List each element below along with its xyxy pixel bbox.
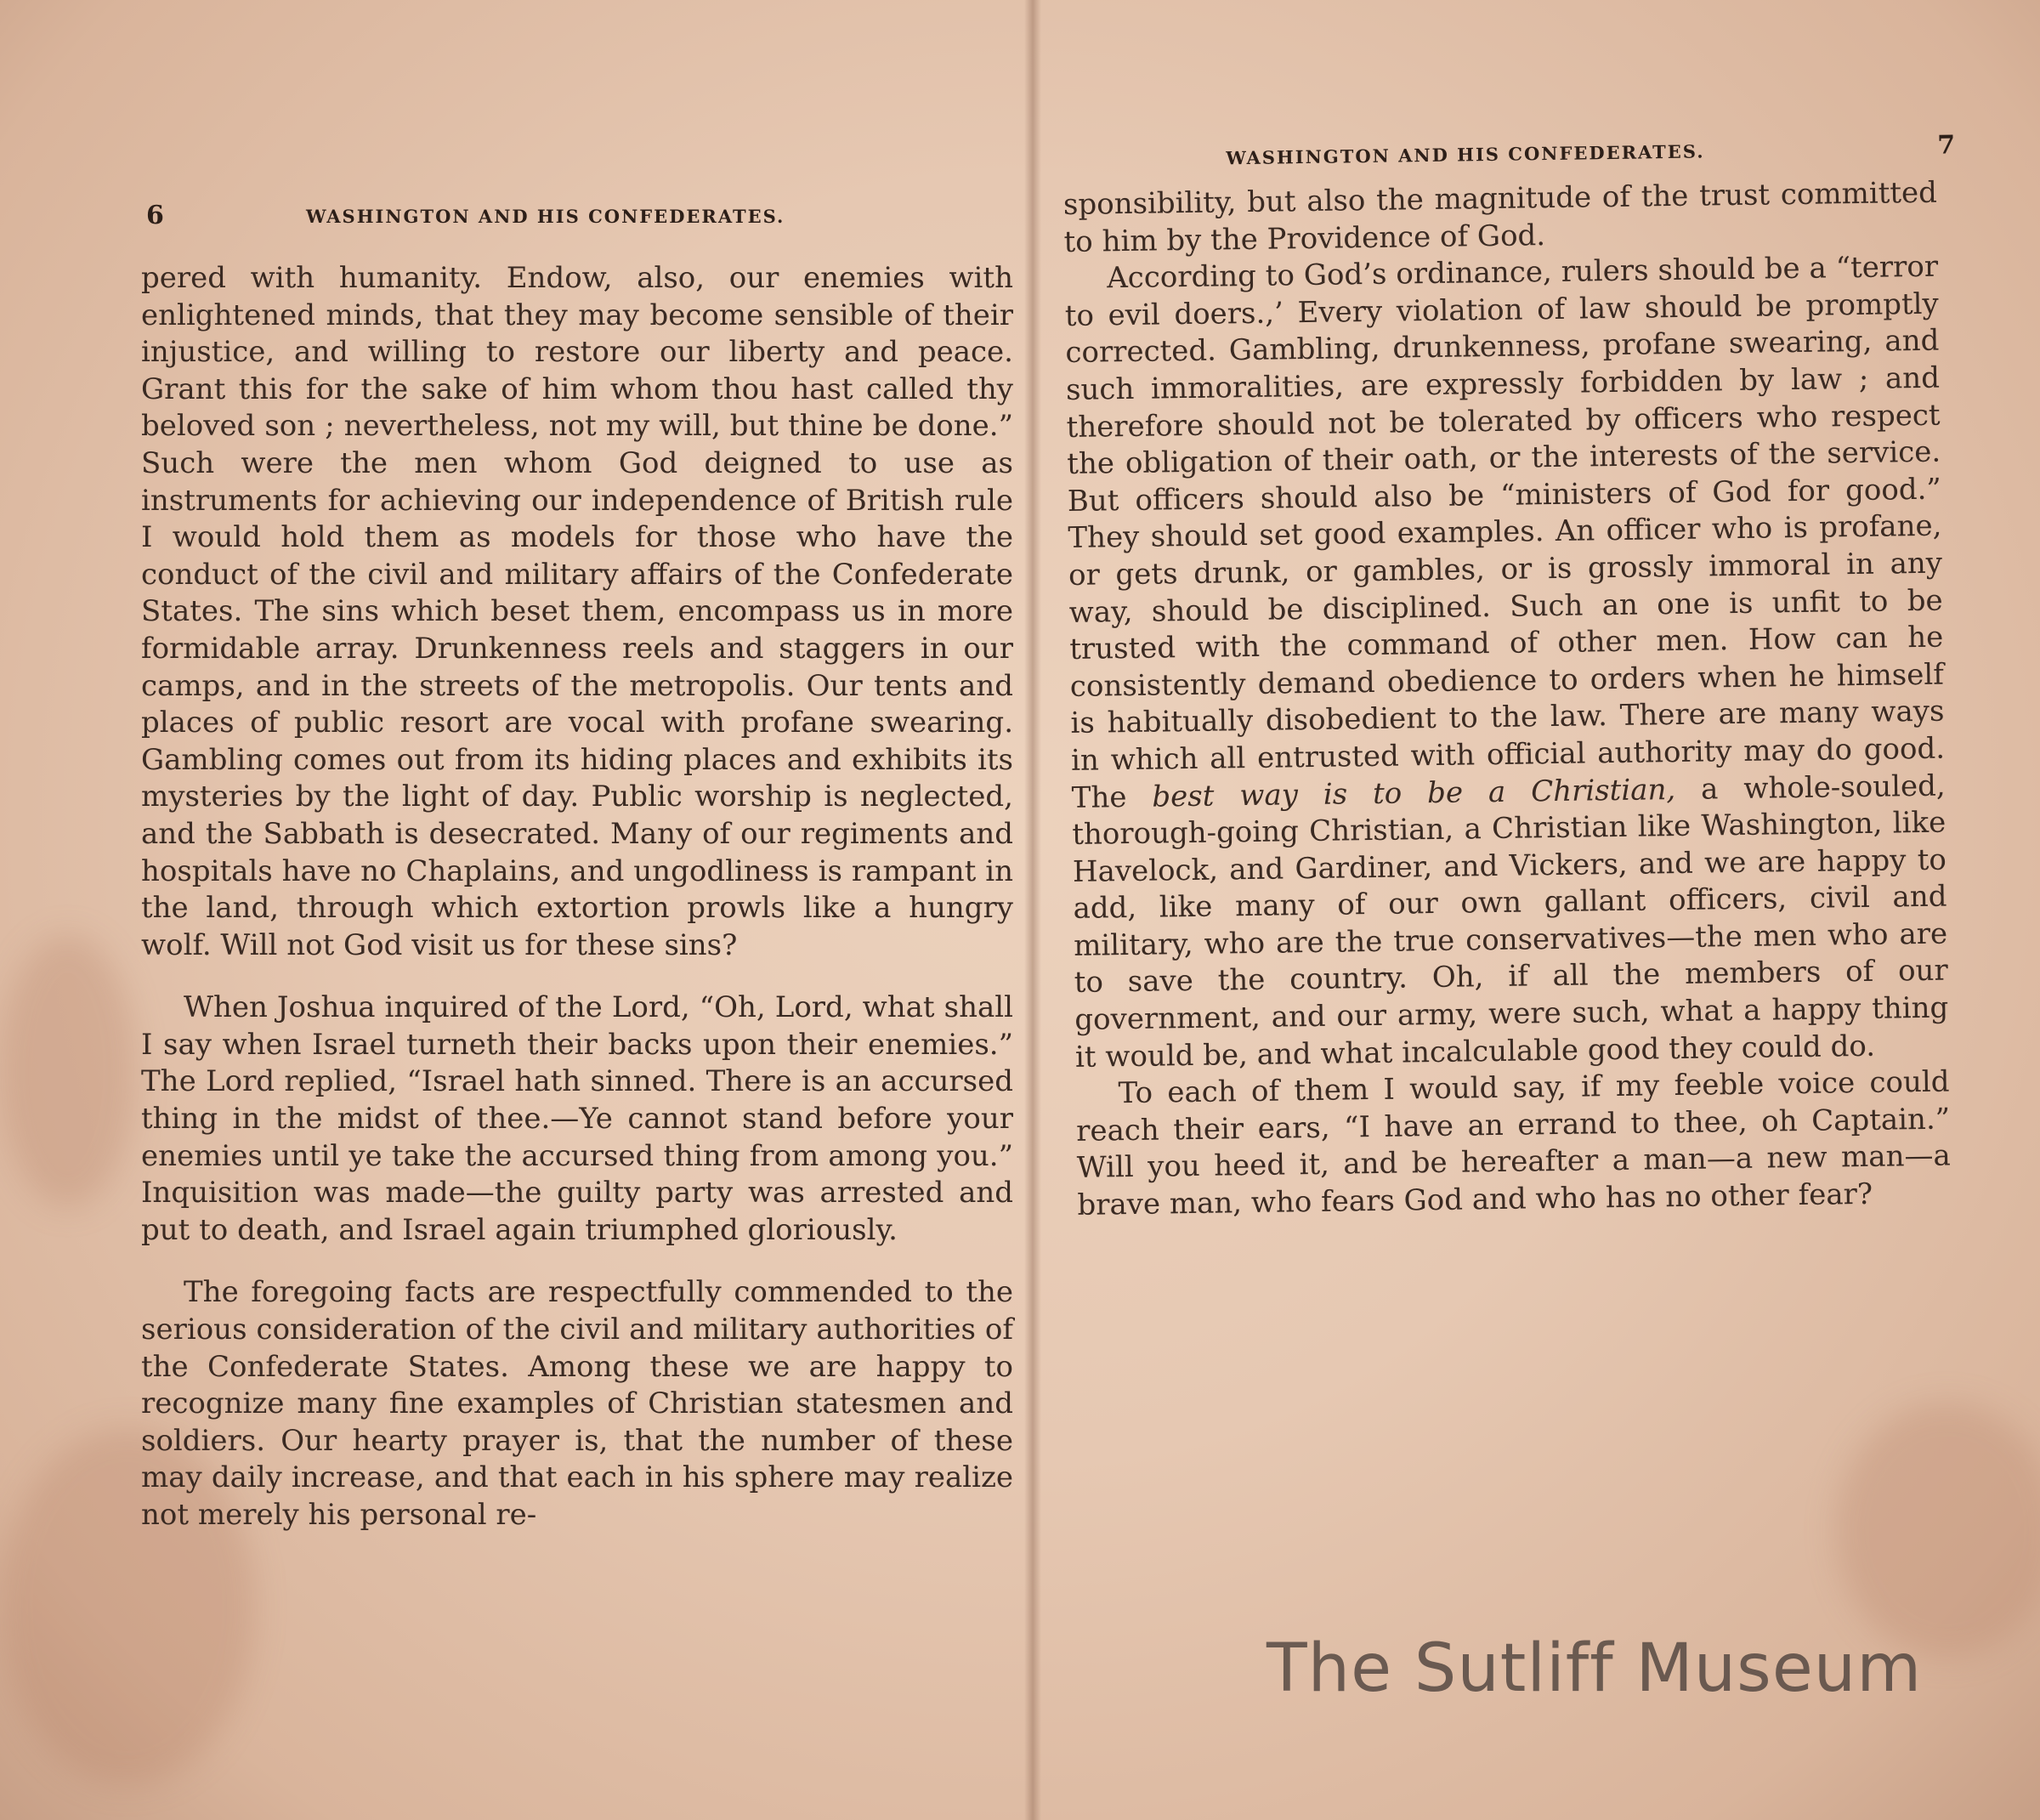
watermark: The Sutliff Museum (1266, 1630, 1923, 1707)
running-head: WASHINGTON AND HIS CONFEDERATES. (306, 206, 785, 227)
paragraph (1064, 249, 1949, 1076)
paragraph: pered with humanity. Endow, also, our enemies with enlightened minds, that they may become sensible of their injustice, and willing to restore our liberty and peace. Grant this for the sake of him whom thou hast called thy beloved son ; nevertheless, not my will, but thine be done.” Such were the men whom God deigned to use as instruments for achieving our independence of British rule I would hold them as models for those who have the conduct of the civil and military affairs of the Confederate States. The sins which beset them, encompass us in more formidable array. Drunkenness reels and staggers in our camps, and in the streets of the metropolis. Our tents and places of public resort are vocal with profane swearing. Gambling comes out from its hiding places and exhibits its mysteries by the light of day. Public worship is neglected, and the Sabbath is desecrated. Many of our regiments and hospitals have no Chaplains, and ungodliness is rampant in the land, through which extortion prowls like a hungry wolf. Will not God visit us for these sins? (141, 261, 1013, 962)
running-head: WASHINGTON AND HIS CONFEDERATES. (1226, 140, 1705, 169)
paragraph: When Joshua inquired of the Lord, “Oh, Lord, what shall I say when Israel turneth their backs upon their enemies.” The Lord replied, “Israel hath sinned. There is an accursed thing in the midst of thee.—Ye cannot stand before your enemies until ye take the accursed thing from among you.” Inquisition was made—the guilty party was arrested and put to death, and Israel again triumphed gloriously. (141, 990, 1013, 1247)
paragraph: The foregoing facts are respectfully commended to the serious consideration of the civil and military authorities of the Confederate States. Among these we are happy to recognize many fine examples of Christian statesmen and soldiers. Our hearty prayer is, that the number of these may daily increase, and that each in his sphere may realize not merely his personal re- (141, 1275, 1013, 1532)
italic-phrase: best way is to be a Christian, (1152, 772, 1676, 814)
right-page (1062, 130, 1956, 1225)
paragraph: To each of them I would say, if my feeble voice could reach their ears, “I have an errand to thee, oh Captain.” Will you heed it, and be hereafter a man—a new man—a brave man, who fears God and who has no other fear? (1075, 1064, 1951, 1222)
left-page (141, 201, 1013, 1534)
page-number: 7 (1936, 130, 1956, 161)
stain (1836, 1403, 2040, 1658)
left-page-body (141, 260, 1013, 1534)
paragraph: sponsibility, but also the magnitude of the trust committed to him by the Providence of God. (1062, 175, 1938, 259)
paragraph-text: a whole-souled, thorough-going Christian, a Christian like Washington, like Havelock, and Gardiner, and Vickers, and we are happy to add, like many of our own gallant officers, civil and military, who are the true conservatives—the men who are to save the country. Oh, if all the members of our government, and our army, were such, what a happy thing it would be, and what incalculable good they could do. (1072, 768, 1949, 1074)
left-page-header (141, 201, 1013, 260)
paragraph-text: According to God’s ordinance, rulers should be a “terror to evil doers.,’ Every violation of law should be promptly corrected. Gambling, drunkenness, profane swearing, and such immoralities, are expressly forbidden by law ; and therefore should not be tolerated by officers who respect the obligation of their oath, or the interests of the service. But officers should also be “ministers of God for good.” They should set good examples. An officer who is profane, or gets drunk, or gambles, or is grossly immoral in any way, should be disciplined. Such an one is unfit to be trusted with the command of other men. How can he consistently demand obedience to orders when he himself is habitually disobedient to the law. There are many ways in which all entrusted with official authority may do good. The (1064, 249, 1946, 815)
right-page-body (1063, 175, 1952, 1225)
page-number: 6 (146, 201, 164, 230)
book-gutter (1024, 0, 1041, 1820)
stain (0, 935, 136, 1207)
